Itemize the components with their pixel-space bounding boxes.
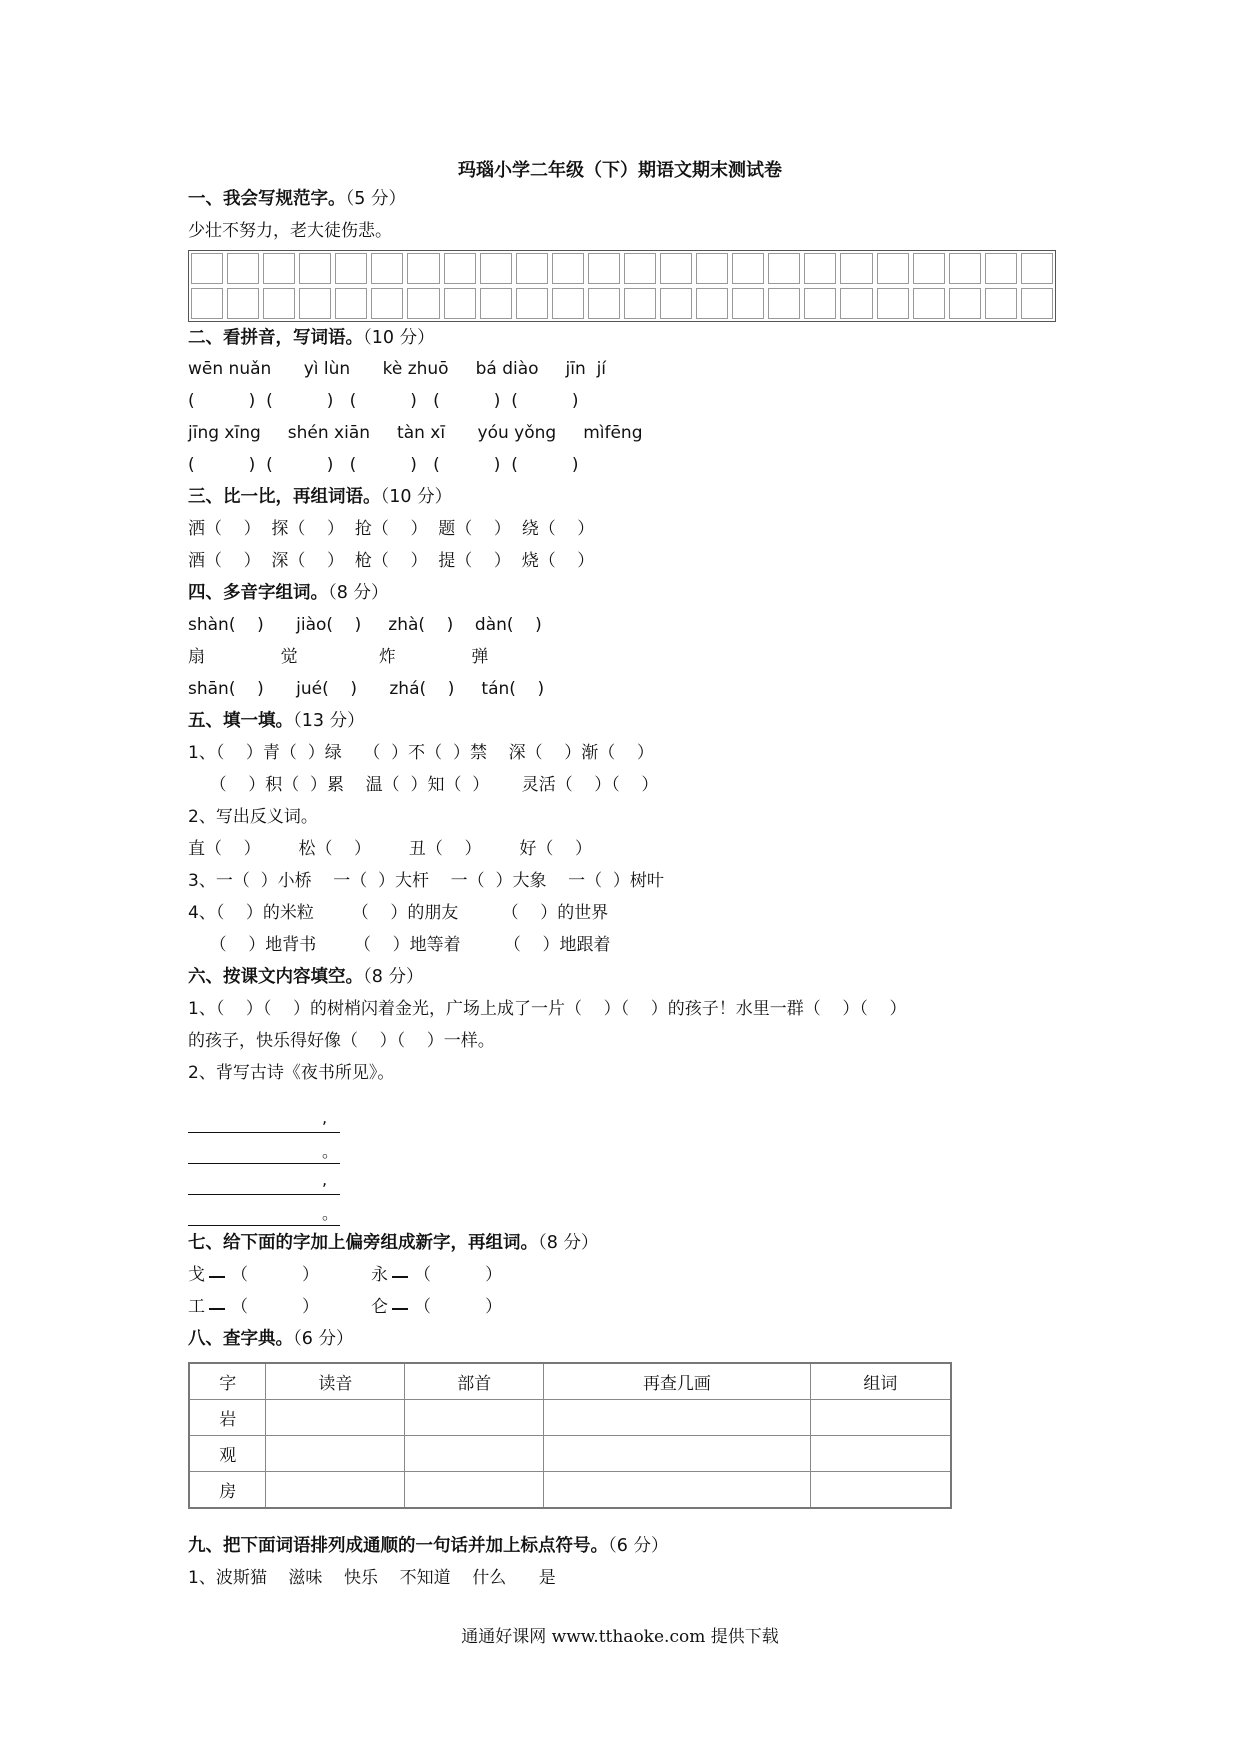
writing-grid-cell[interactable] (732, 288, 764, 319)
section-3-title: 三、比一比，再组词语。 (188, 487, 381, 507)
writing-grid[interactable] (188, 250, 1056, 322)
radical-blank-c[interactable] (209, 1308, 225, 1310)
writing-grid-cell[interactable] (985, 288, 1017, 319)
radical-blank-b[interactable] (392, 1276, 408, 1278)
writing-grid-cell[interactable] (696, 288, 728, 319)
table-row (189, 1400, 951, 1436)
table-row (189, 1472, 951, 1509)
poem-instruction: 2、背写古诗《夜书所见》。 (188, 1063, 395, 1083)
answer-row-1[interactable]: ( ) ( ) ( ) ( ) ( ) (188, 391, 579, 411)
section-8-heading (188, 1328, 353, 1350)
poem-line-1[interactable] (188, 1110, 340, 1133)
table-header: 组词 (810, 1363, 951, 1400)
table-header-row (189, 1363, 951, 1400)
writing-grid-cell[interactable] (480, 253, 512, 284)
writing-grid-cell[interactable] (949, 253, 981, 284)
section-6-heading (188, 966, 423, 988)
pinyin-row-1: wēn nuǎn yì lùn kè zhuō bá diào jīn jí (188, 359, 607, 379)
section-6-points: （8 分） (363, 967, 424, 987)
table-cell-input[interactable] (405, 1472, 544, 1509)
radical-word-c[interactable]: （ ） (231, 1297, 320, 1317)
writing-grid-cell[interactable] (263, 253, 295, 284)
section-3-points: （10 分） (380, 487, 453, 507)
section-6-title: 六、按课文内容填空。 (188, 967, 363, 987)
page-title: 玛瑙小学二年级（下）期语文期末测试卷 (458, 160, 782, 181)
writing-grid-cell[interactable] (191, 288, 223, 319)
writing-grid-cell[interactable] (552, 288, 584, 319)
table-header: 读音 (266, 1363, 405, 1400)
writing-grid-cell[interactable] (732, 253, 764, 284)
writing-grid-cell[interactable] (1021, 253, 1053, 284)
poem-punct-1: , (322, 1108, 328, 1127)
writing-grid-cell[interactable] (191, 253, 223, 284)
writing-grid-cell[interactable] (516, 288, 548, 319)
section-8-title: 八、查字典。 (188, 1329, 293, 1349)
writing-grid-cell[interactable] (913, 253, 945, 284)
section-1-points: （5 分） (345, 189, 406, 209)
compare-row-1[interactable]: 洒（ ） 探（ ） 抢（ ） 题（ ） 绕（ ） (188, 519, 595, 539)
writing-grid-cell[interactable] (227, 253, 259, 284)
table-cell-input[interactable] (266, 1400, 405, 1436)
section-4-points: （8 分） (328, 583, 389, 603)
writing-grid-cell[interactable] (949, 288, 981, 319)
writing-grid-cell[interactable] (480, 288, 512, 319)
fill-row-7[interactable]: （ ）地背书 （ ）地等着 （ ）地跟着 (188, 935, 611, 955)
writing-grid-cell[interactable] (877, 288, 909, 319)
writing-grid-cell[interactable] (371, 288, 403, 319)
poem-punct-3: , (322, 1170, 328, 1189)
compare-row-2[interactable]: 酒（ ） 深（ ） 枪（ ） 提（ ） 烧（ ） (188, 551, 595, 571)
table-cell-char: 岩 (189, 1400, 266, 1436)
table-cell-char: 房 (189, 1472, 266, 1509)
writing-grid-cell[interactable] (624, 288, 656, 319)
section-7-points: （8 分） (538, 1233, 599, 1253)
section-1-text: 少壮不努力，老大徒伤悲。 (188, 221, 392, 241)
pinyin-row-2: jīng xīng shén xiān tàn xī yóu yǒng mìfēng (188, 423, 643, 443)
measure-word-row[interactable]: 3、一（ ）小桥 一（ ）大杆 一（ ）大象 一（ ）树叶 (188, 871, 664, 891)
radical-char-b: 永 (371, 1265, 389, 1285)
writing-grid-cell[interactable] (588, 253, 620, 284)
section-7-heading (188, 1232, 598, 1254)
dictionary-table (188, 1362, 952, 1509)
radical-row-2 (188, 1296, 502, 1318)
polyphone-row-1[interactable]: shàn( ) jiào( ) zhà( ) dàn( ) (188, 615, 542, 635)
section-3-heading (188, 486, 452, 508)
section-2-heading (188, 327, 435, 349)
writing-grid-cell[interactable] (371, 253, 403, 284)
section-9-title: 九、把下面词语排列成通顺的一句话并加上标点符号。 (188, 1536, 608, 1556)
table-cell-input[interactable] (544, 1400, 811, 1436)
table-header: 再查几画 (544, 1363, 811, 1400)
writing-grid-cell[interactable] (516, 253, 548, 284)
writing-grid-cell[interactable] (407, 288, 439, 319)
writing-grid-cell[interactable] (660, 288, 692, 319)
writing-grid-cell[interactable] (913, 288, 945, 319)
section-9-points: （6 分） (608, 1536, 669, 1556)
radical-word-d[interactable]: （ ） (414, 1297, 503, 1317)
radical-row-1 (188, 1264, 502, 1286)
fill-row-6[interactable]: 4、（ ）的米粒 （ ）的朋友 （ ）的世界 (188, 903, 609, 923)
writing-grid-cell[interactable] (227, 288, 259, 319)
table-cell-input[interactable] (266, 1472, 405, 1509)
poem-line-4[interactable] (188, 1203, 340, 1226)
poem-punct-2: 。 (322, 1142, 339, 1161)
radical-word-a[interactable]: （ ） (231, 1265, 320, 1285)
section-9-heading (188, 1535, 668, 1557)
text-fill-row-1[interactable]: 1、（ ）（ ）的树梢闪着金光，广场上成了一片（ ）（ ）的孩子！水里一群（ ）（ ） (188, 999, 907, 1019)
writing-grid-cell[interactable] (299, 253, 331, 284)
section-1-title: 一、我会写规范字。 (188, 189, 346, 209)
section-2-points: （10 分） (363, 328, 435, 348)
table-cell-input[interactable] (405, 1400, 544, 1436)
writing-grid-cell[interactable] (624, 253, 656, 284)
table-header: 部首 (405, 1363, 544, 1400)
table-header: 字 (189, 1363, 266, 1400)
radical-blank-a[interactable] (209, 1276, 225, 1278)
table-row (189, 1436, 951, 1472)
table-cell-input[interactable] (544, 1472, 811, 1509)
antonym-row[interactable]: 直（ ） 松（ ） 丑（ ） 好（ ） (188, 839, 592, 859)
poem-line-3[interactable] (188, 1172, 340, 1195)
writing-grid-cell[interactable] (444, 288, 476, 319)
section-5-points: （13 分） (293, 711, 365, 731)
table-cell-input[interactable] (810, 1400, 951, 1436)
writing-grid-cell[interactable] (877, 253, 909, 284)
writing-grid-cell[interactable] (407, 253, 439, 284)
writing-grid-cell[interactable] (696, 253, 728, 284)
table-cell-input[interactable] (810, 1436, 951, 1472)
table-cell-char: 观 (189, 1436, 266, 1472)
poem-line-2[interactable] (188, 1141, 340, 1164)
writing-grid-cell[interactable] (768, 288, 800, 319)
fill-row-3: 2、写出反义词。 (188, 807, 318, 827)
text-fill-row-2[interactable]: 的孩子，快乐得好像（ ）（ ）一样。 (188, 1031, 495, 1051)
writing-grid-cell[interactable] (299, 288, 331, 319)
radical-char-d: 仑 (371, 1297, 389, 1317)
section-5-heading (188, 710, 365, 732)
writing-grid-cell[interactable] (552, 253, 584, 284)
radical-char-a: 戈 (188, 1265, 205, 1285)
writing-grid-cell[interactable] (335, 288, 367, 319)
radical-blank-d[interactable] (392, 1308, 408, 1310)
section-5-title: 五、填一填。 (188, 711, 293, 731)
writing-grid-cell[interactable] (840, 253, 872, 284)
writing-grid-cell[interactable] (985, 253, 1017, 284)
table-cell-input[interactable] (810, 1472, 951, 1509)
fill-row-2[interactable]: （ ）积（ ）累 温（ ）知（ ） 灵活（ ）（ ） (188, 775, 659, 795)
writing-grid-cell[interactable] (804, 288, 836, 319)
table-cell-input[interactable] (405, 1436, 544, 1472)
section-2-title: 二、看拼音，写词语。 (188, 328, 363, 348)
writing-grid-cell[interactable] (840, 288, 872, 319)
radical-word-b[interactable]: （ ） (414, 1265, 503, 1285)
section-7-title: 七、给下面的字加上偏旁组成新字，再组词。 (188, 1233, 538, 1253)
writing-grid-cell[interactable] (1021, 288, 1053, 319)
section-8-points: （6 分） (293, 1329, 354, 1349)
writing-grid-cell[interactable] (335, 253, 367, 284)
page-footer: 通通好课网 www.tthaoke.com 提供下载 (461, 1627, 779, 1647)
section-4-title: 四、多音字组词。 (188, 583, 328, 603)
writing-grid-cell[interactable] (588, 288, 620, 319)
polyphone-row-2[interactable]: shān( ) jué( ) zhá( ) tán( ) (188, 679, 545, 699)
poem-punct-4: 。 (322, 1204, 339, 1223)
writing-grid-cell[interactable] (263, 288, 295, 319)
writing-grid-cell[interactable] (768, 253, 800, 284)
writing-grid-cell[interactable] (444, 253, 476, 284)
table-cell-input[interactable] (266, 1436, 405, 1472)
section-4-heading (188, 582, 388, 604)
polyphone-chars: 扇 觉 炸 弹 (188, 647, 489, 667)
fill-row-1[interactable]: 1、（ ）青（ ）绿 （ ）不（ ）禁 深（ ）渐（ ） (188, 743, 654, 763)
answer-row-2[interactable]: ( ) ( ) ( ) ( ) ( ) (188, 455, 579, 475)
writing-grid-cell[interactable] (660, 253, 692, 284)
table-cell-input[interactable] (544, 1436, 811, 1472)
radical-char-c: 工 (188, 1297, 205, 1317)
sentence-words-row: 1、波斯猫 滋味 快乐 不知道 什么 是 (188, 1568, 556, 1588)
section-1-heading (188, 188, 406, 210)
writing-grid-cell[interactable] (804, 253, 836, 284)
